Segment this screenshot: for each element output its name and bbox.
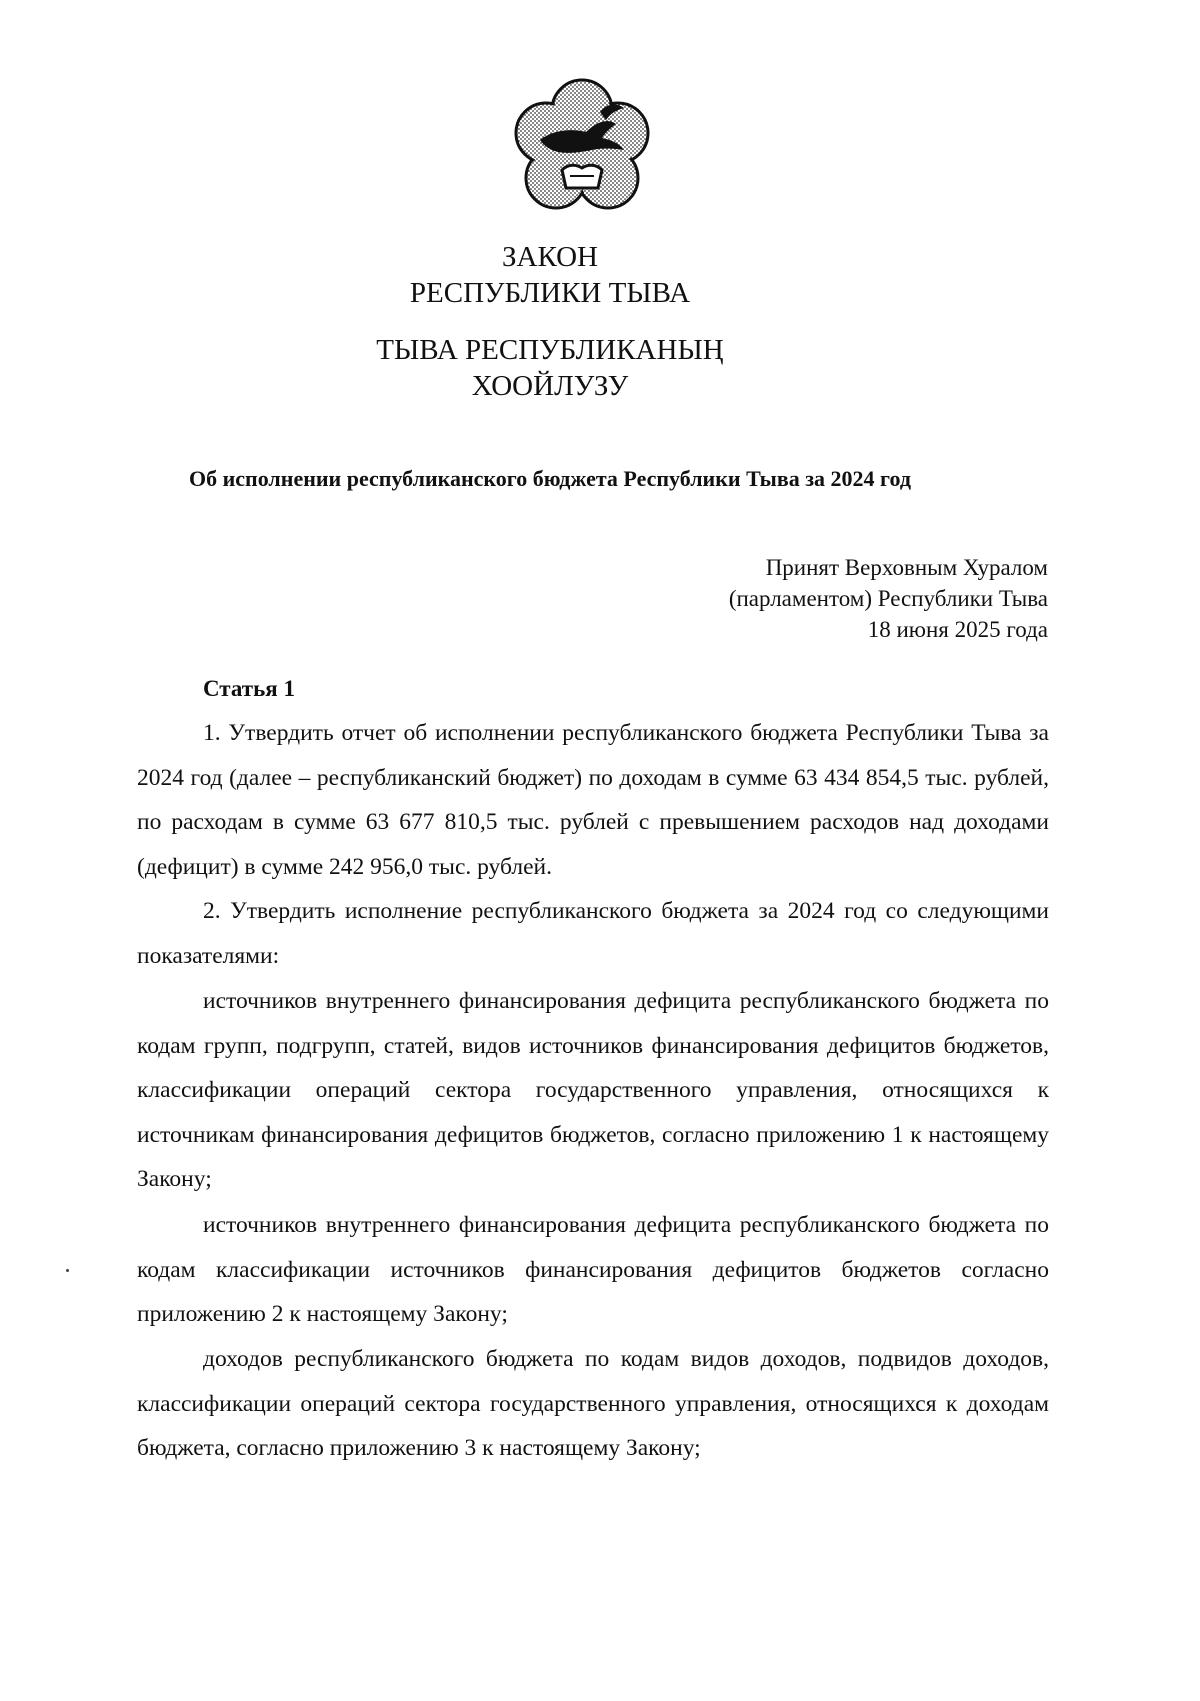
adopted-by-line2: (парламентом) Республики Тыва (728, 586, 1048, 611)
article-heading: Статья 1 (203, 676, 295, 701)
law-title-ru-line2: РЕСПУБЛИКИ ТЫВА (409, 277, 691, 309)
document-title: Об исполнении республиканского бюджета Республики Тыва за 2024 год (188, 466, 911, 491)
coat-of-arms-emblem (512, 78, 652, 218)
article-paragraph-3: источников внутреннего финансирования дефицита республиканского бюджета по кодам групп, подгрупп, статей, видов источников финансирования дефицитов бюджетов, классификации операций сектора государственного управления, относящихся к источникам финансирования дефицитов бюджетов, согласно приложению 1 к настоящему Закону; (137, 988, 1049, 1192)
article-paragraph-1: 1. Утвердить отчет об исполнении республиканского бюджета Республики Тыва за 2024 год (далее – республиканский бюджет) по доходам в сумме 63 434 854,5 тыс. рублей, по расходам в сумме 63 677 810,5 тыс. рублей с превышением расходов над доходами (дефицит) в сумме 242 956,0 тыс. рублей. (137, 720, 1049, 880)
adopted-by-line1: Принят Верховным Хуралом (765, 555, 1048, 580)
law-title-tyv-line2: ХООЙЛУЗУ (471, 370, 629, 402)
article-paragraph-4: источников внутреннего финансирования дефицита республиканского бюджета по кодам классификации источников финансирования дефицитов бюджетов согласно приложению 2 к настоящему Закону; (137, 1212, 1049, 1327)
article-paragraph-2: 2. Утвердить исполнение республиканского бюджета за 2024 год со следующими показателями: (137, 898, 1049, 969)
adoption-date: 18 июня 2025 года (867, 617, 1048, 642)
article-paragraph-5: доходов республиканского бюджета по кодам видов доходов, подвидов доходов, классификации операций сектора государственного управления, относящихся к доходам бюджета, согласно приложению 3 к настоящему Закону; (137, 1346, 1049, 1461)
law-title-ru-line1: ЗАКОН (502, 241, 598, 273)
scan-margin-mark (66, 1269, 69, 1272)
law-title-tyv-line1: ТЫВА РЕСПУБЛИКАНЫҢ (376, 334, 724, 366)
